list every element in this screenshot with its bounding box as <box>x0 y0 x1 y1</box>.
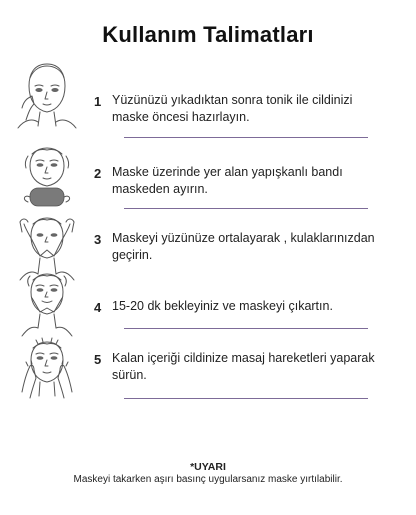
step-text: Kalan içeriği cildinize masaj hareketleri yaparak sürün. <box>112 351 375 382</box>
wearing-mask-icon <box>16 270 78 342</box>
step-divider <box>124 328 368 329</box>
instruction-step-5 <box>0 336 416 414</box>
warning-title: *UYARI <box>190 461 226 473</box>
step-number: 4 <box>94 300 102 315</box>
step-divider <box>124 137 368 138</box>
face-washing-icon <box>16 58 78 130</box>
step-number: 3 <box>94 232 102 247</box>
page-title: Kullanım Talimatları <box>102 22 314 47</box>
step-text: Maskeyi yüzünüze ortalayarak , kulaklarınızdan geçirin. <box>112 231 375 262</box>
face-with-mask-icon <box>16 146 78 218</box>
instruction-step-1 <box>0 58 416 136</box>
face-massage-icon <box>16 336 78 408</box>
step-divider <box>124 398 368 399</box>
step-divider <box>124 208 368 209</box>
warning-text: Maskeyi takarken aşırı basınç uygularsanız maske yırtılabilir. <box>73 474 343 485</box>
step-number: 2 <box>94 166 102 181</box>
step-text: 15-20 dk bekleyiniz ve maskeyi çıkartın. <box>112 299 333 313</box>
step-number: 5 <box>94 352 102 367</box>
step-text: Maske üzerinde yer alan yapışkanlı bandı maskeden ayırın. <box>112 165 343 196</box>
step-text: Yüzünüzü yıkadıktan sonra tonik ile cildinizi maske öncesi hazırlayın. <box>112 93 353 124</box>
step-number: 1 <box>94 94 102 109</box>
